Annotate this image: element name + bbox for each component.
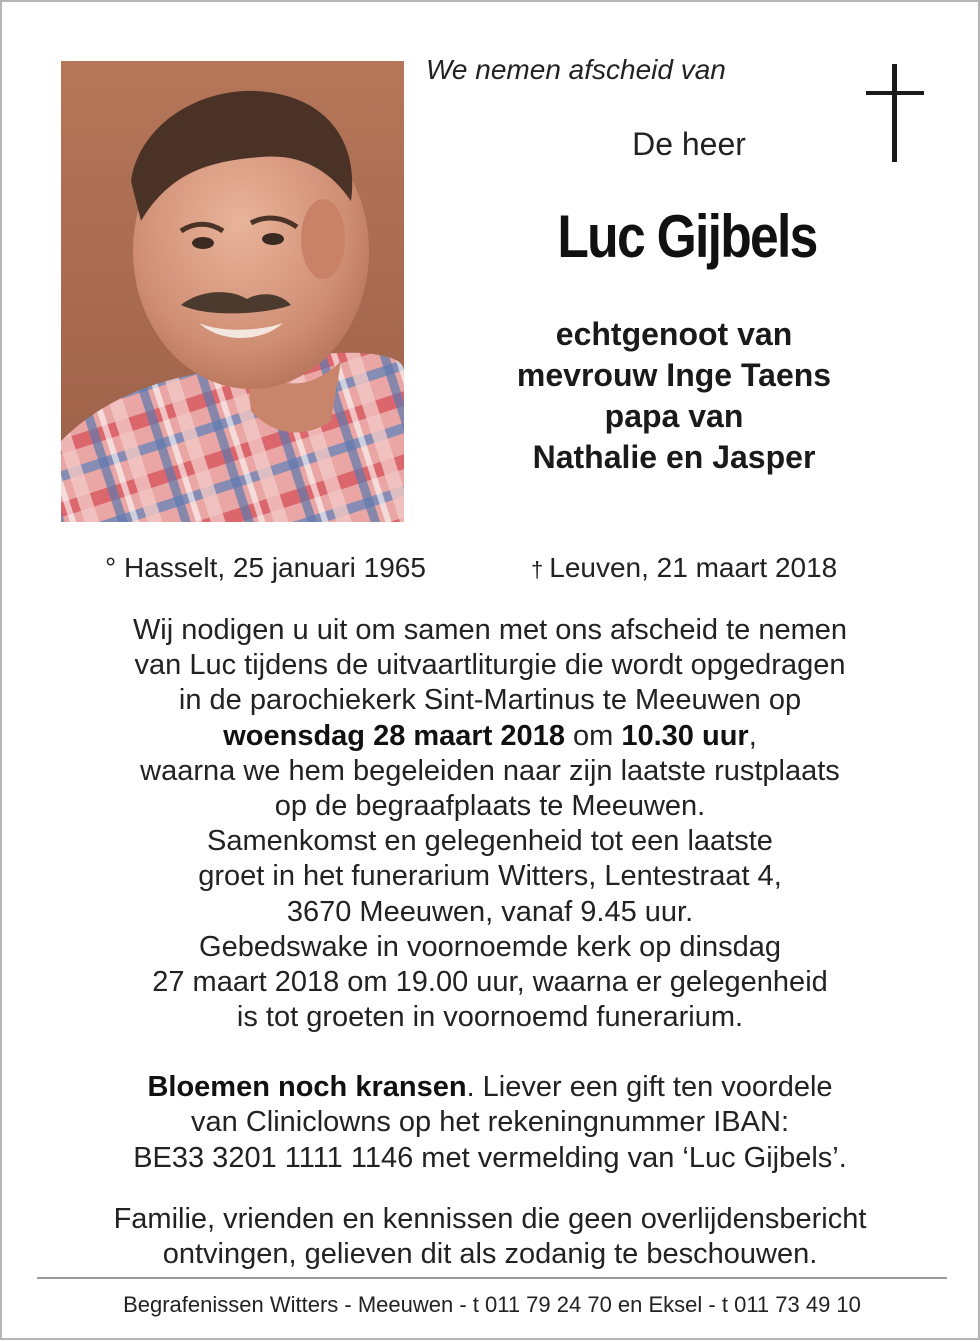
- family-notice: [42, 1202, 938, 1273]
- invitation-line: 27 maart 2018 om 19.00 uur, waarna er gelegenheid: [152, 966, 828, 999]
- invitation-line: op de begraafplaats te Meeuwen.: [274, 790, 706, 823]
- relation-line: Nathalie en Jasper: [532, 439, 816, 475]
- flowers-line: BE33 3201 1111 1146 met vermelding van ‘Luc Gijbels’.: [133, 1141, 847, 1174]
- intro-text: We nemen afscheid van: [426, 54, 726, 85]
- invitation-line: in de parochiekerk Sint-Martinus te Meeuwen op: [178, 684, 802, 717]
- funeral-date: woensdag 28 maart 2018: [223, 719, 565, 752]
- dagger-icon: †: [531, 557, 544, 582]
- invitation-line: groet in het funerarium Witters, Lentestraat 4,: [198, 860, 782, 893]
- invitation-line: Wij nodigen u uit om samen met ons afscheid te nemen: [132, 614, 848, 646]
- birth-place-date: Hasselt, 25 januari 1965: [123, 552, 426, 583]
- death-place-date: Leuven, 21 maart 2018: [549, 552, 838, 583]
- invitation-line: van Luc tijdens de uitvaartliturgie die wordt opgedragen: [134, 649, 846, 682]
- birth-symbol: °: [105, 552, 117, 583]
- honorific: De heer: [632, 126, 746, 162]
- relation-line: echtgenoot van: [555, 316, 793, 352]
- funeral-date-line: [42, 719, 938, 754]
- flowers-bold: Bloemen noch kransen: [147, 1071, 467, 1103]
- portrait-photo: [61, 61, 404, 522]
- portrait-illustration: [61, 61, 404, 522]
- flowers-line: van Cliniclowns op het rekeningnummer IBAN:: [191, 1106, 789, 1139]
- invitation-line: Gebedswake in voornoemde kerk op dinsdag: [199, 930, 781, 963]
- family-line: ontvingen, gelieven dit als zodanig te beschouwen.: [162, 1238, 818, 1271]
- invitation-line: waarna we hem begeleiden naar zijn laatste rustplaats: [140, 754, 840, 787]
- invitation-line: 3670 Meeuwen, vanaf 9.45 uur.: [286, 895, 694, 928]
- funeral-home-footer: Begrafenissen Witters - Meeuwen - t 011 79 24 70 en Eksel - t 011 73 49 10: [123, 1292, 861, 1317]
- death-info: [531, 552, 837, 584]
- relation-line: papa van: [604, 398, 744, 434]
- funeral-date-end: ,: [748, 719, 757, 752]
- invitation-text: [42, 613, 938, 1035]
- invitation-line: Samenkomst en gelegenheid tot een laatste: [207, 825, 773, 858]
- relation-line: mevrouw Inge Taens: [516, 357, 832, 393]
- funeral-time: 10.30 uur: [621, 719, 749, 752]
- relations-block: [442, 314, 906, 478]
- flowers-notice: [42, 1070, 938, 1176]
- family-line: Familie, vrienden en kennissen die geen overlijdensbericht: [113, 1203, 867, 1235]
- flowers-rest: . Liever een gift ten voordele: [466, 1071, 833, 1103]
- funeral-date-connector: om: [564, 719, 622, 752]
- flowers-line: [42, 1070, 938, 1105]
- birth-info: [105, 552, 426, 584]
- invitation-line: is tot groeten in voornoemd funerarium.: [236, 1001, 744, 1034]
- deceased-name: Luc Gijbels: [557, 203, 817, 270]
- footer-divider: [37, 1277, 947, 1279]
